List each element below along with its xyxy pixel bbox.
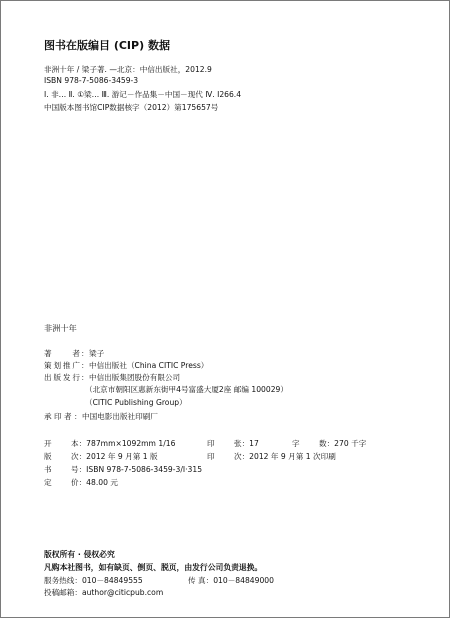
edition-label: 版 [44, 452, 52, 461]
author-row: 著 者 ： 梁子 [44, 349, 105, 358]
email-value: author@citicpub.com [81, 588, 164, 597]
edition-value: 次：2012 年 9 月第 1 版 [71, 452, 158, 461]
publisher-english-name: （CITIC Publishing Group） [85, 398, 187, 407]
planner-row: 策划推广 ： 中信出版社（China CITIC Press） [44, 361, 209, 370]
isbn-value: 号：ISBN 978-7-5086-3459-3/I·315 [71, 465, 203, 474]
printer-value: 中国电影出版社印刷厂 [82, 412, 158, 421]
hotline-row [44, 575, 143, 586]
printer-label: 承 印 者 [44, 412, 72, 421]
cip-line-2: ISBN 978-7-5086-3459-3 [44, 76, 139, 85]
publisher-label: 出版发行 [44, 373, 80, 382]
price-label: 定 [44, 478, 52, 487]
book-title: 非洲十年 [44, 323, 77, 333]
price-value: 价：48.00 元 [71, 478, 118, 487]
return-notice: 凡购本社图书，如有缺页、倒页、脱页，由发行公司负责退换。 [44, 563, 263, 572]
email-label: 投稿邮箱： [44, 588, 82, 597]
printing-label: 印 [207, 452, 215, 461]
address-row [44, 384, 424, 396]
hotline-value: 010－84849555 [81, 576, 143, 585]
email-row [44, 587, 163, 598]
format-value: 本：787mm×1092mm 1/16 [71, 439, 176, 448]
planner-label: 策划推广 [44, 361, 80, 370]
printing-value: 次：2012 年 9 月第 1 次印刷 [234, 452, 336, 461]
fax-value: 010－84849000 [213, 576, 274, 585]
words-value: 数：270 千字 [319, 439, 367, 448]
format-label: 开 [44, 439, 52, 448]
cip-line-1: 非洲十年 / 梁子著. —北京：中信出版社，2012.9 [44, 65, 212, 74]
publisher-value: 中信出版集团股份有限公司 [89, 373, 181, 382]
cip-line-4: 中国版本图书馆CIP数据核字（2012）第175657号 [44, 103, 219, 112]
fax-label: 传 真： [188, 576, 214, 585]
publisher-row: 出版发行 ： 中信出版集团股份有限公司 [44, 373, 181, 382]
rights-title: 版权所有 · 侵权必究 [44, 550, 115, 559]
cip-title: 图书在版编目 (CIP) 数据 [44, 39, 170, 52]
hotline-label: 服务热线： [44, 576, 82, 585]
publisher-address: （北京市朝阳区惠新东街甲4号富盛大厦2座 邮编 100029） [85, 385, 288, 394]
author-value: 梁子 [89, 349, 105, 358]
publisher-en-row [44, 397, 424, 409]
sheets-value: 张：17 [234, 439, 259, 448]
author-label: 著 者 [44, 349, 80, 358]
sheets-label: 印 [207, 439, 215, 448]
planner-value: 中信出版社（China CITIC Press） [89, 361, 209, 370]
printer-row: 承 印 者 ： 中国电影出版社印刷厂 [44, 412, 158, 421]
fax-row [188, 575, 274, 586]
words-label: 字 [292, 439, 300, 448]
isbn-label: 书 [44, 465, 52, 474]
cip-line-3: Ⅰ. 非… Ⅱ. ①梁… Ⅲ. 游记－作品集－中国－现代 Ⅳ. I266.4 [44, 90, 242, 99]
